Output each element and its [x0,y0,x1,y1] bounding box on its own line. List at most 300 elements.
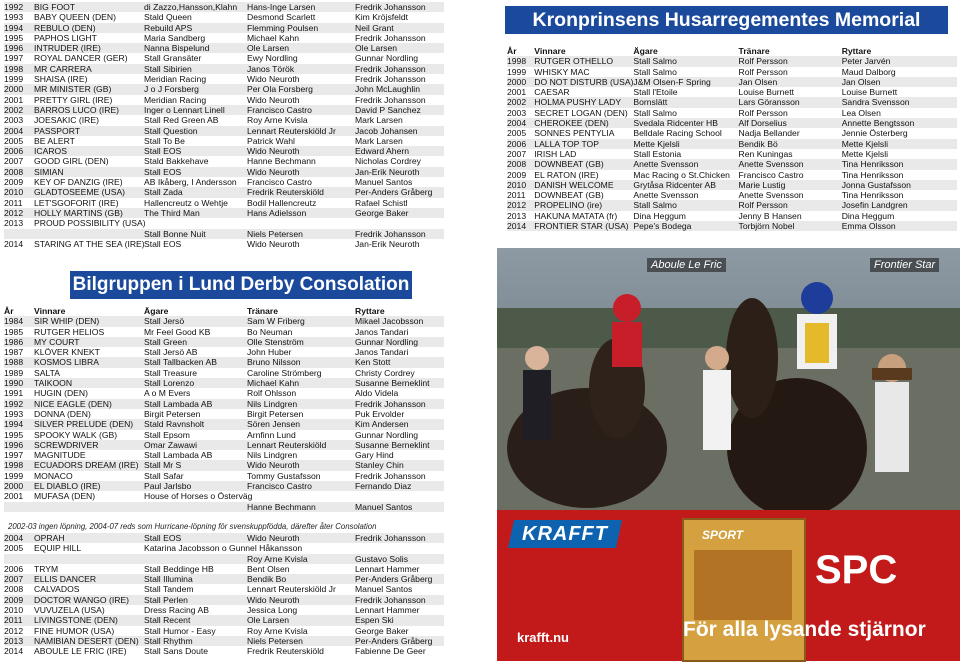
table-cell: GOOD GIRL (DEN) [34,156,109,167]
table-cell: 1996 [4,43,34,53]
table-cell: BIG FOOT [34,2,144,12]
table-cell: DOWNBEAT (GB) [534,159,633,169]
table-cell: PRETTY GIRL (IRE) [34,94,113,105]
table-cell: OPRAH [34,533,144,543]
table-cell: Fredrik Johansson [355,229,444,239]
krafft-brand-text: KRAFFT [522,523,608,545]
table-cell: ABOULE LE FRIC (IRE) [34,646,127,657]
table-cell: ROYAL DANCER (GER) [34,53,128,64]
table-row [4,2,444,12]
table-row [507,190,957,200]
table-cell: Gary Hind [355,450,394,461]
table-cell: LIVINGSTONE (DEN) [34,615,144,625]
table-cell: Stall Jersö [144,316,247,326]
table-row [507,180,957,190]
table-cell: 2000 [507,77,534,87]
table-cell: 2001 [507,87,527,98]
table-cell: Mette Kjelsli [841,148,889,159]
table-row [507,77,957,87]
table-cell: Ole Larsen [247,43,355,53]
table-row [4,430,444,440]
table-cell: Ole Larsen [247,615,355,625]
table-cell [34,502,144,512]
table-cell: Rolf Persson [738,107,788,118]
table-cell: Stall Lambada AB [144,450,213,461]
table-row [507,200,957,210]
table-cell: Bent Olsen [247,563,290,574]
product-label: SPORT [702,528,744,542]
table-cell: Stall Sibirien [144,64,247,74]
table-cell: Janos Tandari [355,347,409,358]
table-cell: Desmond Scarlett [247,12,316,23]
table-cell: Wido Neuroth [247,460,355,470]
table-cell: Gustavo Solis [355,554,444,564]
table-row [4,481,444,491]
table-cell: Patrick Wahl [247,135,295,146]
table-cell: PROUD POSSIBILITY (USA) [34,218,146,229]
caption-left: Aboule Le Fric [647,258,726,272]
table-cell: Arnfinn Lund [247,429,296,440]
table-cell: 2014 [4,646,24,657]
table-cell: Susanne Berneklint [355,440,444,450]
table-row [4,177,444,187]
table-cell: Mark Larsen [355,115,403,126]
table-cell: Birgit Petersen [144,408,201,419]
table-cell: Manuel Santos [355,177,413,188]
table-row [4,12,444,22]
table-row [4,136,444,146]
table-cell: Stall EOS [144,167,247,177]
table-cell: MONACO [34,470,73,481]
table-cell: 2010 [4,187,34,197]
table-cell: 2011 [4,197,23,208]
table-cell: Niels Petersen [247,229,355,239]
table-cell: George Baker [355,208,444,218]
table-row [4,64,444,74]
table-row [4,502,444,512]
table-cell: DOCTOR WANGO (IRE) [34,595,144,605]
table-cell: Aldo Videla [355,388,399,399]
table-cell: Bo Neuman [247,326,293,337]
table-row [4,74,444,84]
table-cell: LALLA TOP TOP [534,139,633,149]
table-cell: Jacob Johansen [355,126,444,136]
table-cell: 2007 [507,148,527,159]
table-cell: 2001 [4,94,24,105]
table-cell: Stall Humor - Easy [144,625,216,636]
table-cell: 1988 [4,357,34,367]
table-cell: Stall Salmo [633,107,677,118]
table-cell: Rolf Persson [739,200,842,210]
table-row [507,87,957,97]
table-cell: Mr Feel Good KB [144,326,211,337]
table-cell: Gunnar Nordling [355,53,419,64]
table-row [4,53,444,63]
table-cell: 1994 [4,419,34,429]
table-row [4,368,444,378]
table-cell: Stall Salmo [633,56,738,66]
table-cell: Mark Larsen [355,135,403,146]
table-row [4,327,444,337]
table-cell: Francisco Castro [738,169,804,180]
table-cell: Katarina Jacobsson o Gunnel Håkansson [144,543,303,554]
table-cell: EL RATON (IRE) [534,169,599,180]
table-row [4,543,444,553]
table-cell: 2011 [4,615,34,625]
table-cell: Bruno Nilsson [247,357,355,367]
table-row [4,554,444,564]
table-cell: Stall Salmo [633,200,738,210]
table-cell: Wido Neuroth [247,167,355,177]
table-cell: 2004 [4,533,34,543]
table-cell: Fernando Diaz [355,481,444,491]
table-cell: Ewy Nordling [247,53,298,64]
table-row [4,471,444,481]
table-row [507,118,957,128]
table-cell: Mette Kjelsli [842,139,957,149]
table-cell: DO NOT DISTURB (USA) [534,76,634,87]
table-cell: Jan-Erik Neuroth [355,167,444,177]
table-cell: Lennart Reuterskiöld Jr [247,584,336,595]
table-cell: di Zazzo,Hansson,Klahn [144,2,247,12]
table-row [4,167,444,177]
table-row [4,605,444,615]
table-cell: Mac Racing o St.Chicken [633,169,730,180]
table-cell: Fredrik Johansson [355,74,426,85]
table-cell: 1999 [4,470,24,481]
table-cell: Roy Arne Kvisla [247,625,308,636]
column-header: År [4,306,14,316]
table-cell: Fredrik Johansson [355,2,444,12]
table-row [4,187,444,197]
table-cell: Fredrik Johansson [355,595,444,605]
table-cell: Stall Sans Doute [144,646,209,657]
table-row [4,491,444,501]
table-cell: Rolf Persson [739,56,842,66]
table-cell: Stanley Chin [355,460,444,470]
table-cell: LET'SGOFORIT (IRE) [34,197,119,208]
table-cell: Stald Ravnsholt [144,419,247,429]
table-cell: Jan Olsen [842,77,957,87]
krafft-url[interactable]: krafft.nu [517,630,569,645]
table-cell: Christy Cordrey [355,367,415,378]
table-cell: Puk Ervolder [355,408,405,419]
table-cell: Lea Olsen [841,107,881,118]
table-cell: Tina Henriksson [842,159,957,169]
table-cell: KOSMOS LIBRA [34,357,144,367]
table-cell: Annette Bengtsson [842,118,957,128]
table-cell: John Huber [247,347,292,358]
table-cell: Fredrik Johansson [355,470,426,481]
table-cell: PASSPORT [34,126,144,136]
table-cell: 2013 [4,218,24,229]
table-cell: SONNES PENTYLIA [534,128,615,139]
table-cell: Per-Anders Gråberg [355,574,444,584]
table-cell: 2008 [507,159,534,169]
table-cell: 1998 [507,56,534,66]
table-cell: Susanne Berneklint [355,378,444,388]
table-cell: Mikael Jacobsson [355,316,444,326]
table-cell [355,491,444,501]
table-cell: Stall l'Etoile [633,87,678,98]
table-cell: J o J Forsberg [144,84,247,94]
table-cell: 2012 [4,208,34,218]
table-cell: Wido Neuroth [247,238,300,249]
table-row [4,440,444,450]
table-cell: Stall Perlen [144,595,247,605]
table-cell: ECUADORS DREAM (IRE) [34,460,144,470]
table-cell: 1999 [507,66,527,77]
table-cell: Dina Heggum [841,210,895,221]
table-cell: Roy Arne Kvisla [247,115,308,126]
table-cell: 2002 [507,97,534,107]
table-cell: 2005 [4,135,24,146]
table-cell: 1990 [4,378,34,388]
table-cell: TRYM [34,563,59,574]
table-cell: Stall Question [144,126,247,136]
table-cell: Stall Green [144,337,247,347]
table-cell [355,218,444,228]
photo-illustration [497,248,960,510]
derby-consolation-table-2 [4,533,444,657]
table-cell: The Third Man [144,208,247,218]
table-cell: Wido Neuroth [247,533,355,543]
table-cell: 2010 [4,605,24,616]
table-cell: Nicholas Cordrey [355,156,421,167]
table-cell: Janos Török [247,64,355,74]
table-cell: Dina Heggum [633,210,686,221]
table-cell: SILVER PRELUDE (DEN) [34,419,144,429]
table-cell: Rolf Ohlsson [247,388,297,399]
table-cell: Sam W Friberg [247,316,355,326]
table-cell: AB Ikåberg, I Andersson [144,177,237,188]
table-cell: Pepe's Bodega [633,221,738,231]
table-cell: Hanne Bechmann [247,502,355,512]
table-cell: Stall Tallbacken AB [144,357,247,367]
table-row [507,221,957,231]
table-row [4,146,444,156]
table-cell: RUTGER HELIOS [34,326,105,337]
table-cell: TAIKOON [34,378,144,388]
table-cell: Stall EOS [144,146,247,156]
table-cell: Hans Adielsson [247,208,355,218]
table-cell: Lennart Reuterskiöld Jr [247,126,355,136]
ad-slogan: För alla lysande stjärnor [683,618,926,641]
table-cell: 1995 [4,32,24,43]
table-cell: DONNA (DEN) [34,408,91,419]
table-cell: Alf Dorselius [739,118,842,128]
table-cell: Stall Gransäter [144,53,202,64]
table-cell: Maria Sandberg [144,32,206,43]
table-cell: Stall Beddinge HB [144,563,214,574]
table-cell: Francisco Castro [247,481,355,491]
table-cell: EQUIP HILL [34,543,82,554]
table-row [4,156,444,166]
table-cell: MUFASA (DEN) [34,491,96,502]
table-cell: Fredrik Johansson [355,94,426,105]
table-cell: CALVADOS [34,584,80,595]
table-row [4,337,444,347]
table-cell: 2005 [4,543,24,554]
table-cell: Tommy Gustafsson [247,470,321,481]
table-row [4,399,444,409]
table-cell: PROPELINO (ire) [534,200,633,210]
table-row [4,357,444,367]
table-cell: Ren Kuningas [738,148,793,159]
table-cell: Francisco Castro [247,177,312,188]
table-cell: Nadja Bellander [738,128,800,139]
table-cell: 1998 [4,460,34,470]
table-row [507,211,957,221]
table-cell: Bornslätt [633,97,738,107]
table-cell: Per-Anders Gråberg [355,636,444,646]
table-cell: HAKUNA MATATA (fr) [534,210,618,221]
table-cell: Gunnar Nordling [355,429,419,440]
table-cell: Fredrik Reuterskiöld [247,646,324,657]
column-header: Vinnare [534,46,566,56]
results-table-top [4,2,444,249]
table-cell: Paul Jarlsbo [144,481,247,491]
table-cell: MR MINISTER (GB) [34,84,144,94]
table-cell: FINE HUMOR (USA) [34,625,115,636]
table-cell: 2009 [4,177,24,188]
table-row [4,208,444,218]
table-cell: HOLMA PUSHY LADY [534,97,633,107]
table-cell: Stall Zada [144,187,247,197]
table-cell: 1999 [4,74,24,85]
table-cell: 1997 [4,450,24,461]
table-cell: Jan Olsen [739,77,842,87]
table-cell: Lennart Hammer [355,605,420,616]
table-cell: Birgit Petersen [247,408,304,419]
table-cell: Stall Lambada AB [144,399,247,409]
table-cell [144,218,247,228]
table-row [4,636,444,646]
table-cell: 1992 [4,2,34,12]
table-row [4,419,444,429]
table-cell: SPOOKY WALK (GB) [34,429,118,440]
table-cell: 2014 [507,221,534,231]
table-cell: Maud Dalborg [841,66,896,77]
table-row [4,595,444,605]
table-cell: MR CARRERA [34,64,144,74]
table-cell: Marie Lustig [739,180,842,190]
table-cell: 2008 [4,167,34,177]
table-cell: Jonna Gustafsson [842,180,957,190]
table-cell: Stall Treasure [144,367,198,378]
table-cell: HUGIN (DEN) [34,388,88,399]
table-cell: MAGNITUDE [34,450,86,461]
table-cell: Stall EOS [144,238,182,249]
table-row [4,347,444,357]
caption-right: Frontier Star [870,258,939,272]
table-cell: Stall Illumina [144,574,247,584]
table-cell: Michael Kahn [247,32,300,43]
table-cell: Fabienne De Geer [355,646,426,657]
table-cell: REBULO (DEN) [34,23,144,33]
table-row [4,388,444,398]
table-cell: 1993 [4,12,24,23]
derby-consolation-note: 2002-03 ingen löpning, 2004-07 reds som Hurricane-löpning för svenskuppfödda, därefter åter Consolation [8,522,377,531]
table-cell: Louise Burnett [738,87,794,98]
table-cell: 1984 [4,316,34,326]
table-cell: Nils Lindgren [247,450,298,461]
table-cell: BARROS LUCO (IRE) [34,105,144,115]
table-cell: DANISH WELCOME [534,180,633,190]
table-cell: George Baker [355,625,409,636]
table-cell: ICAROS [34,146,144,156]
table-row [507,159,957,169]
table-cell: David P Sanchez [355,105,444,115]
table-cell: Hanne Bechmann [247,156,316,167]
table-row [507,128,957,138]
table-row [4,95,444,105]
table-cell: Fredrik Reuterskiöld [247,187,355,197]
table-cell: J&M Olsen-F Spring [633,77,738,87]
table-row [507,149,957,159]
table-cell: Fredrik Johansson [355,399,444,409]
table-cell: GLADTOSEEME (USA) [34,187,144,197]
table-row [4,564,444,574]
table-cell: Janos Tandari [355,326,409,337]
table-row [4,218,444,228]
table-cell: Anette Svensson [739,159,842,169]
table-row [507,56,957,66]
table-cell: CAESAR [534,87,570,98]
table-row [507,97,957,107]
column-header: Tränare [247,306,279,316]
table-cell: 2012 [4,625,24,636]
table-cell: A o M Evers [144,388,191,399]
table-cell: INTRUDER (IRE) [34,43,144,53]
table-cell: Manuel Santos [355,502,444,512]
table-cell: 1998 [4,64,34,74]
table-cell [34,229,144,239]
winner-photo [497,248,960,510]
table-cell: Wido Neuroth [247,595,355,605]
table-cell: Lars Göransson [739,97,842,107]
column-header: År [507,46,517,56]
table-cell [34,554,144,564]
table-cell: SIR WHIP (DEN) [34,316,144,326]
table-cell [144,502,247,512]
table-row [4,450,444,460]
column-header: Ägare [633,46,658,56]
memorial-table [507,46,957,231]
table-cell: Manuel Santos [355,584,413,595]
table-cell: JOESAKIC (IRE) [34,115,99,126]
table-cell: 2006 [507,139,534,149]
table-cell: 1993 [4,408,24,419]
table-row [4,23,444,33]
table-cell: KEY OF DANZIG (IRE) [34,177,123,188]
table-cell: Wido Neuroth [247,94,300,105]
table-cell: Tina Henriksson [841,190,904,201]
table-cell [247,491,355,501]
table-row [4,460,444,470]
table-cell: Mette Kjelsli [633,139,738,149]
table-cell: Stall Rhythm [144,636,247,646]
table-cell: FRONTIER STAR (USA) [534,221,633,231]
table-cell: Belldale Racing School [633,128,722,139]
table-cell [4,229,34,239]
table-cell: 2007 [4,156,24,167]
table-row [4,115,444,125]
table-cell: Stall To Be [144,135,185,146]
table-cell: Torbjörn Nobel [739,221,842,231]
table-cell: Jennie Österberg [841,128,908,139]
table-cell: Per Ola Forsberg [247,84,355,94]
